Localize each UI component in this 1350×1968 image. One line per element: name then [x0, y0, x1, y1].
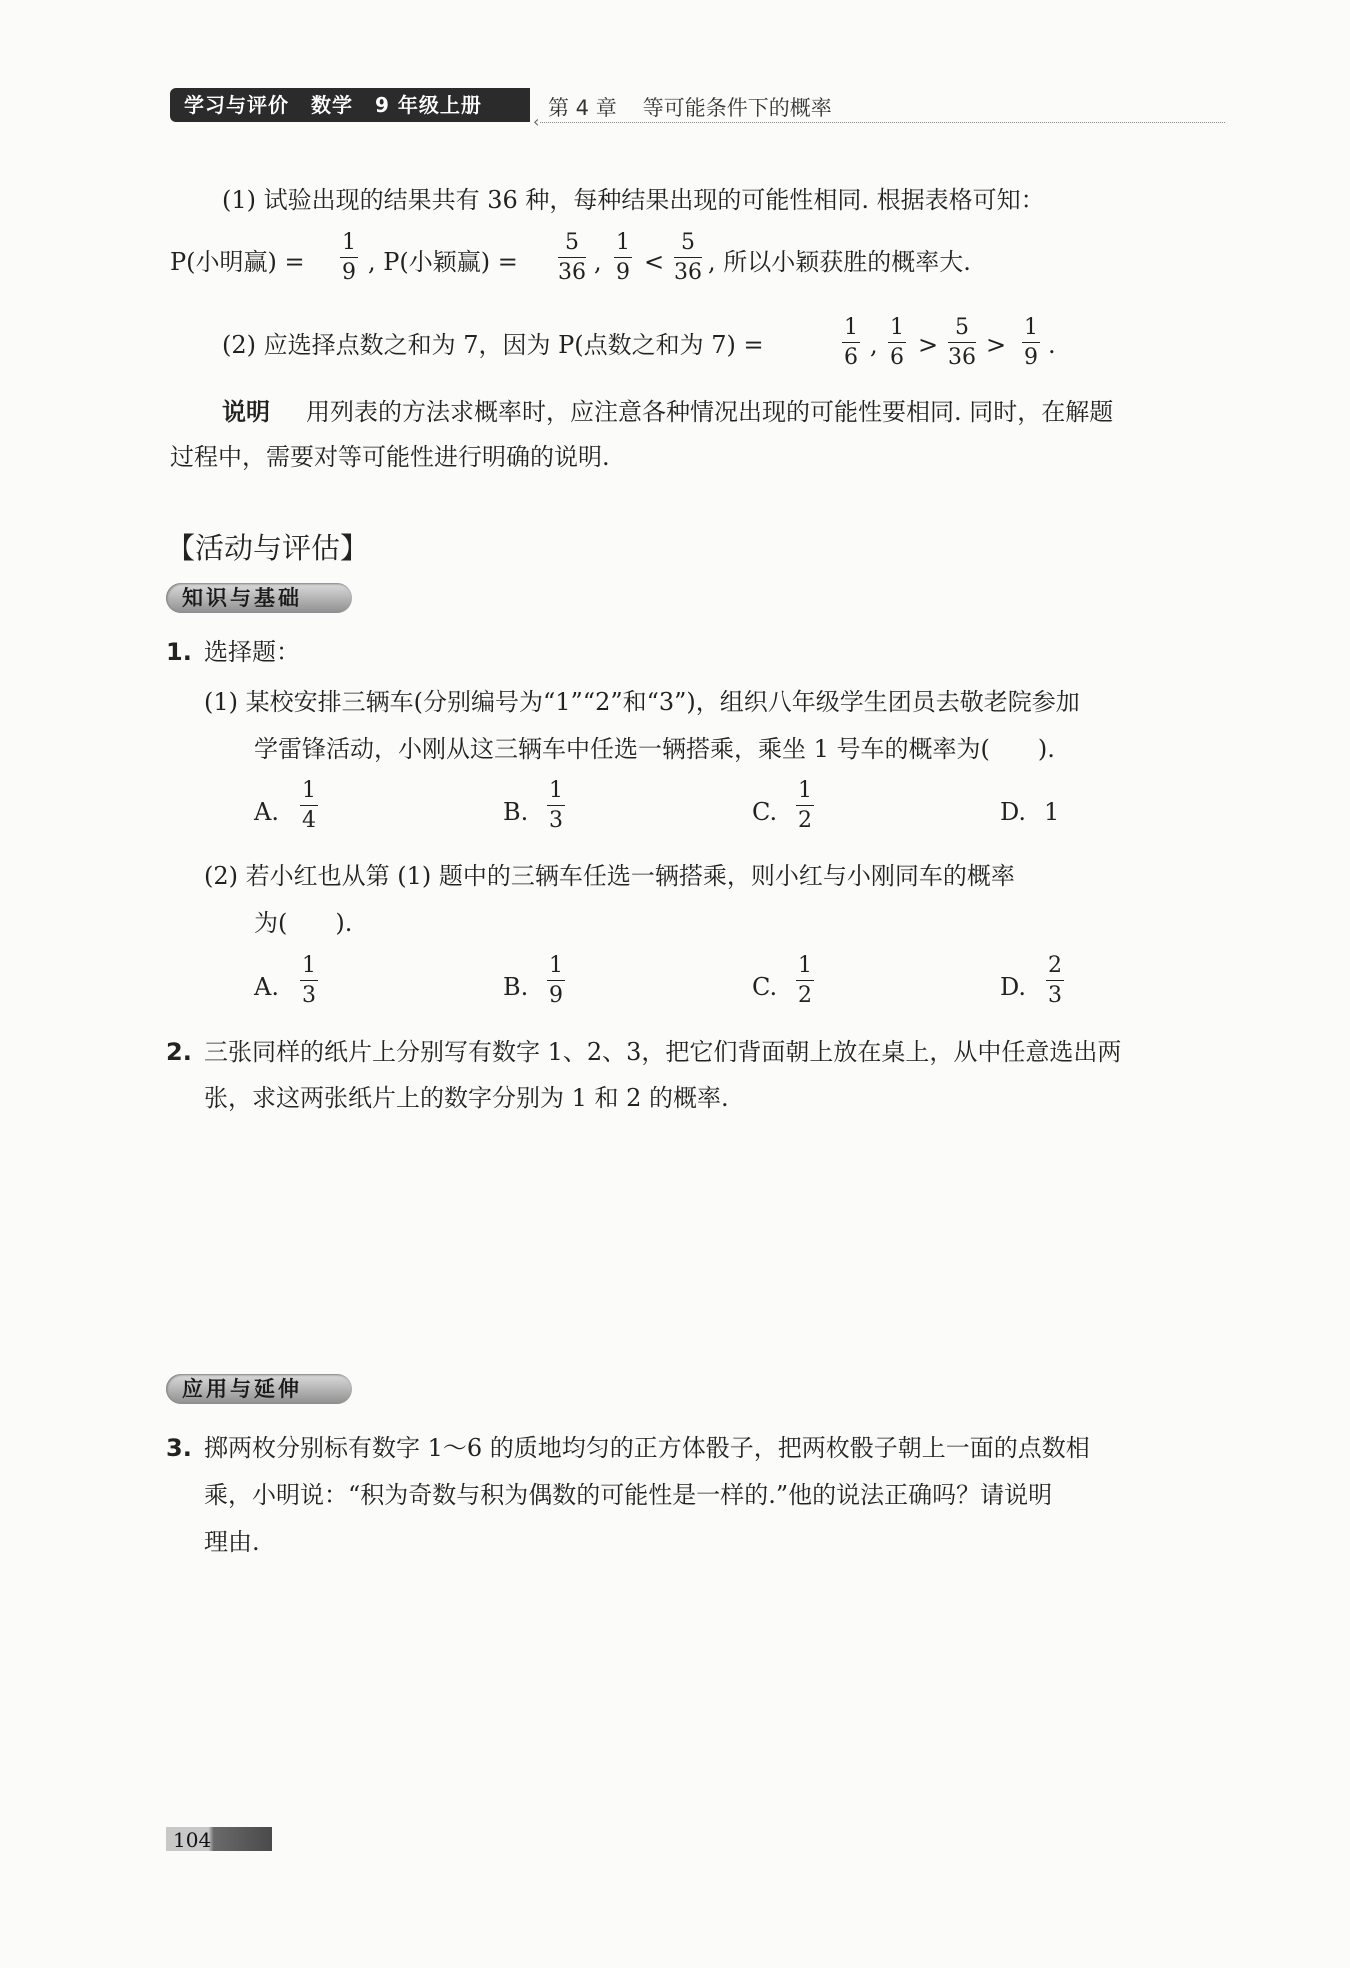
note-line1: 用列表的方法求概率时，应注意各种情况出现的可能性要相同. 同时，在解题 — [306, 398, 1114, 426]
q2-number: 2. — [166, 1038, 192, 1066]
q1-2-option-c-label: C. — [752, 973, 778, 1001]
q1-1-option-b-value: $\frac{1}{3}$ — [549, 778, 563, 833]
q1-1-option-a-value: $\frac{1}{4}$ — [302, 778, 316, 833]
q1-1-option-c-value: $\frac{1}{2}$ — [798, 778, 812, 833]
book-series: 学习与评价 — [184, 93, 289, 117]
q1-1-option-d-label: D. — [1000, 798, 1027, 826]
section-tag-basics: 知识与基础 — [166, 583, 352, 613]
book-title-badge — [170, 88, 530, 122]
solution-part1-conclusion: , 所以小颖获胜的概率大. — [708, 248, 971, 276]
fraction-compare-right: $\frac{5}{36}$ — [674, 230, 702, 285]
note-label: 说明 — [222, 398, 270, 426]
fraction-sixth-2: $\frac{1}{6}$ — [890, 315, 904, 370]
chapter-number: 第 4 章 — [548, 96, 617, 120]
page-number: 104 — [173, 1828, 212, 1852]
fraction-five36-2: $\frac{5}{36}$ — [948, 315, 976, 370]
q2-line1: 三张同样的纸片上分别写有数字 1、2、3，把它们背面朝上放在桌上，从中任意选出两 — [204, 1038, 1122, 1066]
fraction-sum7: $\frac{1}{6}$ — [844, 315, 858, 370]
less-than: < — [644, 248, 665, 276]
q1-2-option-d-label: D. — [1000, 973, 1027, 1001]
book-grade: 9 年级上册 — [375, 93, 482, 117]
q1-number: 1. — [166, 638, 192, 666]
q1-1-option-b-label: B. — [503, 798, 529, 826]
q1-2-option-b-value: $\frac{1}{9}$ — [549, 953, 563, 1008]
fraction-xiaoying: $\frac{5}{36}$ — [558, 230, 586, 285]
note-line2: 过程中，需要对等可能性进行明确的说明. — [170, 443, 610, 471]
q1-2-option-b-label: B. — [503, 973, 529, 1001]
section-title: 【活动与评估】 — [166, 531, 370, 565]
solution-part1-line1: (1) 试验出现的结果共有 36 种，每种结果出现的可能性相同. 根据表格可知： — [222, 186, 1045, 214]
header-rule — [540, 122, 1225, 123]
greater-than-2: > — [986, 331, 1007, 359]
q1-1-option-d-value: 1 — [1044, 798, 1060, 826]
solution-part1-eq-a: P(小明赢) = — [170, 248, 305, 276]
q1-1-option-a-label: A. — [254, 798, 279, 826]
q1-part1-line2: 学雷锋活动，小刚从这三辆车中任选一辆搭乘，乘坐 1 号车的概率为( ). — [254, 735, 1055, 763]
q1-part2-line1: (2) 若小红也从第 (1) 题中的三辆车任选一辆搭乘，则小红与小刚同车的概率 — [204, 862, 1015, 890]
q1-part2-line2: 为( ). — [254, 909, 353, 937]
q3-line2: 乘，小明说：“积为奇数与积为偶数的可能性是一样的.”他的说法正确吗？请说明 — [204, 1481, 1053, 1509]
q3-line1: 掷两枚分别标有数字 1～6 的质地均匀的正方体骰子，把两枚骰子朝上一面的点数相 — [204, 1434, 1090, 1462]
header-arrow-icon: ‹ — [533, 112, 540, 131]
solution-part1-eq-b: , P(小颖赢) = — [368, 248, 518, 276]
fraction-xiaoming: $\frac{1}{9}$ — [342, 230, 356, 285]
q2-line2: 张，求这两张纸片上的数字分别为 1 和 2 的概率. — [204, 1084, 729, 1112]
book-subject: 数学 — [311, 93, 353, 117]
fraction-compare-left: $\frac{1}{9}$ — [616, 230, 630, 285]
greater-than-1: > — [918, 331, 939, 359]
fraction-ninth-3: $\frac{1}{9}$ — [1024, 315, 1038, 370]
chapter-heading — [548, 92, 832, 122]
q1-2-option-d-value: $\frac{2}{3}$ — [1048, 953, 1062, 1008]
chapter-title: 等可能条件下的概率 — [642, 96, 832, 120]
solution-part2-period: . — [1048, 331, 1056, 359]
q1-part1-line1: (1) 某校安排三辆车(分别编号为“1”“2”和“3”)，组织八年级学生团员去敬老院参加 — [204, 688, 1080, 716]
q1-2-option-c-value: $\frac{1}{2}$ — [798, 953, 812, 1008]
q3-line3: 理由. — [204, 1528, 260, 1556]
q1-2-option-a-label: A. — [254, 973, 279, 1001]
q1-1-option-c-label: C. — [752, 798, 778, 826]
section-tag-extension: 应用与延伸 — [166, 1374, 352, 1404]
page-number-bar — [166, 1827, 272, 1851]
solution-part2-comma: , — [870, 331, 878, 359]
q1-title: 选择题： — [204, 638, 300, 666]
q3-number: 3. — [166, 1434, 192, 1462]
solution-part1-comma: , — [594, 248, 602, 276]
q1-2-option-a-value: $\frac{1}{3}$ — [302, 953, 316, 1008]
solution-part2: (2) 应选择点数之和为 7，因为 P(点数之和为 7) = — [222, 331, 764, 359]
